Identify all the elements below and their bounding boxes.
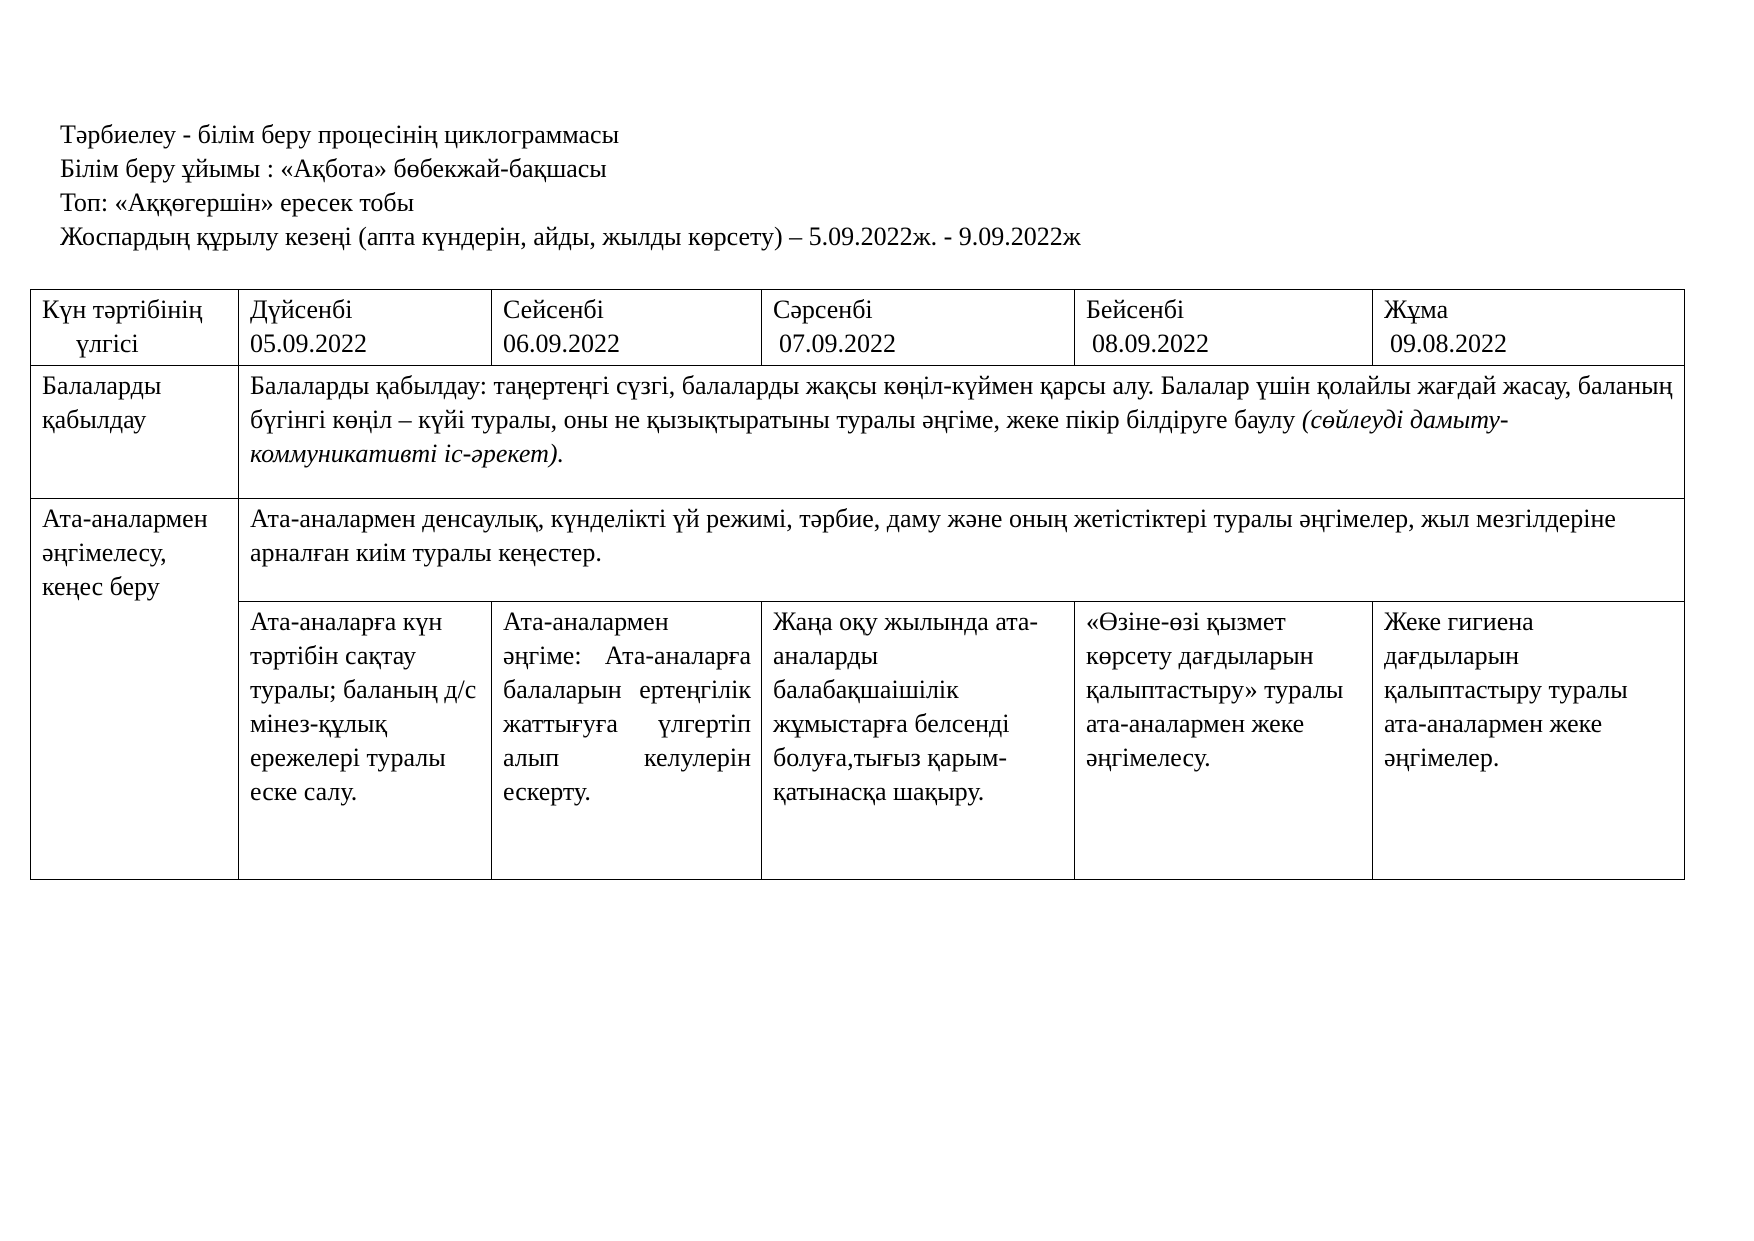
parents-label-cell [31, 499, 239, 880]
parents-daily-row [31, 602, 1685, 880]
document-title: Тәрбиелеу - білім беру процесінің циклограммасы [60, 120, 620, 149]
day-date: 05.09.2022 [250, 329, 367, 358]
day-date: 09.08.2022 [1390, 329, 1507, 358]
parents-general-text: Ата-аналармен денсаулық, күнделікті үй режимі, тәрбие, даму және оның жетістіктері туралы әңгімелер, жыл мезгілдеріне арналған киім туралы кеңестер. [250, 504, 1616, 567]
cyclogram-table [30, 289, 1685, 880]
parents-daily-wednesday [762, 602, 1075, 880]
corner-cell [31, 290, 239, 366]
day-header-wednesday [762, 290, 1075, 366]
day-header-thursday [1075, 290, 1373, 366]
document-header [60, 118, 1081, 254]
parents-general-cell [239, 499, 1685, 602]
day-name: Сәрсенбі [773, 295, 873, 324]
day-name: Жұма [1384, 295, 1449, 324]
day-header-monday [239, 290, 492, 366]
parents-label: Ата-аналармен әңгімелесу, кеңес беру [42, 504, 208, 601]
organization-line: Білім беру ұйымы : «Ақбота» бөбекжай-бақшасы [60, 154, 607, 183]
reception-row [31, 366, 1685, 499]
day-date: 07.09.2022 [779, 329, 896, 358]
reception-content-cell [239, 366, 1685, 499]
parents-daily-tuesday [492, 602, 762, 880]
day-name: Дүйсенбі [250, 295, 353, 324]
period-line: Жоспардың құрылу кезеңі (апта күндерін, айды, жылды көрсету) – 5.09.2022ж. - 9.09.2022ж [60, 222, 1081, 251]
parents-daily-text: «Өзіне-өзі қызмет көрсету дағдыларын қалыптастыру» туралы ата-аналармен жеке әңгімелесу. [1086, 607, 1344, 772]
table-header-row [31, 290, 1685, 366]
day-name: Бейсенбі [1086, 295, 1185, 324]
parents-daily-text: Жеке гигиена дағдыларын қалыптастыру туралы ата-аналармен жеке әңгімелер. [1384, 607, 1628, 772]
reception-label: Балаларды қабылдау [42, 371, 162, 434]
reception-italic-note: (сөйлеуді дамыту-коммуникативті іс-әрекет). [250, 405, 1509, 468]
corner-label-line1: Күн тәртібінің [42, 295, 203, 324]
day-name: Сейсенбі [503, 295, 604, 324]
day-header-friday [1373, 290, 1685, 366]
parents-daily-text: Ата-аналармен әңгіме: Ата-аналарға балаларын ертеңгілік жаттығуға үлгертіп алып келулерін ескерту. [503, 607, 751, 806]
parents-daily-text: Ата-аналарға күн тәртібін сақтау туралы; баланың д/с мінез-құлық ережелері туралы еске салу. [250, 607, 477, 806]
parents-daily-friday [1373, 602, 1685, 880]
day-date: 06.09.2022 [503, 329, 620, 358]
group-line: Топ: «Аққөгершін» ересек тобы [60, 188, 415, 217]
parents-daily-text: Жаңа оқу жылында ата-аналарды балабақшаішілік жұмыстарға белсенді болуға,тығыз қарым-қатынасқа шақыру. [773, 607, 1039, 806]
day-header-tuesday [492, 290, 762, 366]
corner-label-line2: үлгісі [76, 329, 139, 358]
reception-text: Балаларды қабылдау: таңертеңгі сүзгі, балаларды жақсы көңіл-күймен қарсы алу. Балалар үшін қолайлы жағдай жасау, баланың бүгінгі көңіл – күйі туралы, оны не қызықтыратыны туралы әңгіме, жеке пікір білдіруге баулу [250, 371, 1673, 434]
day-date: 08.09.2022 [1092, 329, 1209, 358]
parents-daily-monday [239, 602, 492, 880]
reception-label-cell [31, 366, 239, 499]
parents-daily-thursday [1075, 602, 1373, 880]
parents-row [31, 499, 1685, 602]
